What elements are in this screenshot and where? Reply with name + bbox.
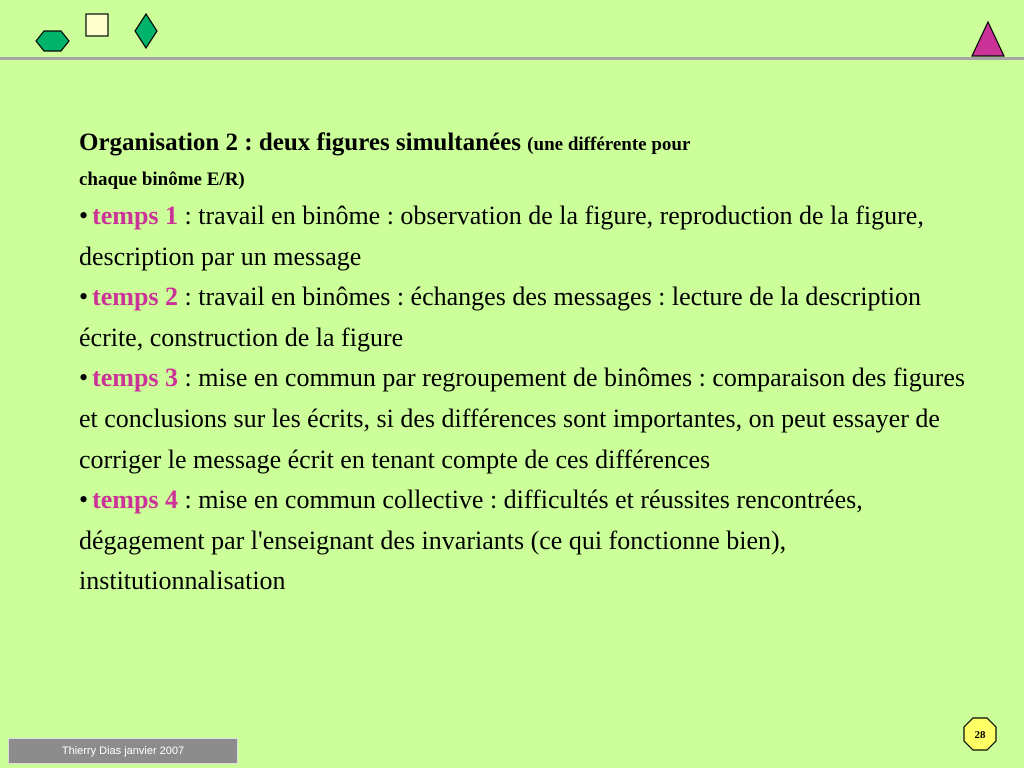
bullet-text: : travail en binôme : observation de la figure, reproduction de la figure, description par un message bbox=[79, 201, 924, 271]
bullet-symbol: • bbox=[79, 201, 89, 230]
temps-label: temps 1 bbox=[92, 201, 179, 230]
footer-author-date: Thierry Dias janvier 2007 bbox=[8, 738, 238, 764]
bullet-text: : mise en commun collective : difficultés et réussites rencontrées, dégagement par l'enseignant des invariants (ce qui fonctionne bien), institutionnalisation bbox=[79, 485, 863, 596]
bullet-symbol: • bbox=[79, 485, 89, 515]
hexagon-icon[interactable] bbox=[36, 31, 69, 51]
temps-label: temps 3 bbox=[92, 363, 179, 393]
header-divider bbox=[0, 57, 1024, 60]
triangle-icon[interactable] bbox=[972, 22, 1004, 56]
page-number: 28 bbox=[974, 729, 986, 741]
bullet-temps-2 bbox=[79, 277, 969, 358]
bullet-temps-3 bbox=[79, 358, 969, 480]
temps-label: temps 4 bbox=[92, 485, 179, 515]
slide-body bbox=[79, 126, 969, 602]
slide-title bbox=[79, 126, 969, 196]
top-shapes-svg bbox=[0, 0, 1024, 64]
diamond-icon[interactable] bbox=[135, 14, 157, 48]
bullet-temps-4 bbox=[79, 480, 969, 602]
title-note-line2: chaque binôme E/R) bbox=[79, 169, 245, 190]
temps-label: temps 2 bbox=[92, 282, 179, 312]
slide-title-text: Organisation 2 : deux figures simultanées bbox=[79, 129, 521, 156]
top-shape-bar bbox=[0, 0, 1024, 64]
bullet-symbol: • bbox=[79, 282, 89, 312]
bullet-symbol: • bbox=[79, 363, 89, 393]
bullet-text: : travail en binômes : échanges des messages : lecture de la description écrite, construction de la figure bbox=[79, 282, 921, 352]
title-note-line1: (une différente pour bbox=[527, 134, 691, 155]
bullet-text: : mise en commun par regroupement de binômes : comparaison des figures et conclusions sur les écrits, si des différences sont importantes, on peut essayer de corriger le message écrit en tenant compte de ces différences bbox=[79, 363, 966, 474]
bullet-temps-1 bbox=[79, 196, 969, 277]
square-icon[interactable] bbox=[86, 14, 108, 36]
